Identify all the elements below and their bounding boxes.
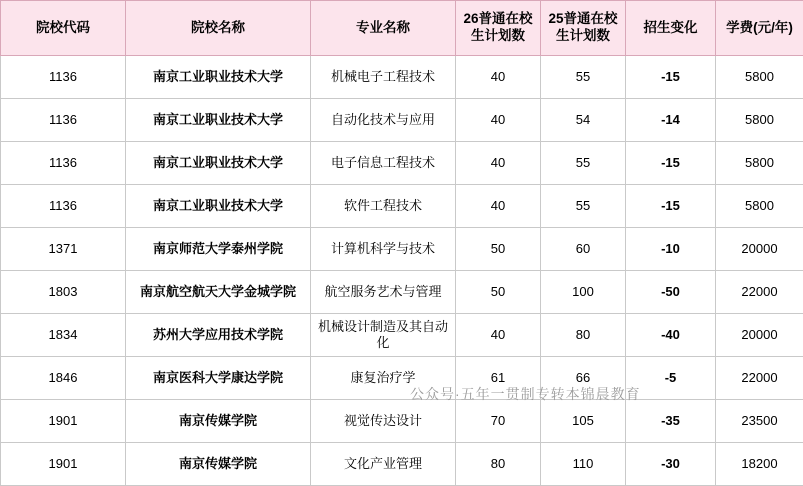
cell-code: 1136	[1, 56, 126, 99]
cell-code: 1136	[1, 99, 126, 142]
cell-code: 1136	[1, 185, 126, 228]
column-header-fee: 学费(元/年)	[716, 1, 803, 56]
cell-change: -10	[626, 228, 716, 271]
column-header-major: 专业名称	[311, 1, 456, 56]
cell-major: 计算机科学与技术	[311, 228, 456, 271]
column-header-change: 招生变化	[626, 1, 716, 56]
cell-plan-2026: 40	[456, 185, 541, 228]
cell-school: 南京师范大学泰州学院	[126, 228, 311, 271]
cell-change: -14	[626, 99, 716, 142]
cell-school: 南京工业职业技术大学	[126, 99, 311, 142]
cell-plan-2026: 40	[456, 142, 541, 185]
column-header-plan-2025: 25普通在校生计划数	[541, 1, 626, 56]
table-row	[1, 56, 803, 99]
cell-plan-2025: 60	[541, 228, 626, 271]
cell-major: 电子信息工程技术	[311, 142, 456, 185]
cell-change: -5	[626, 357, 716, 400]
cell-fee: 22000	[716, 357, 803, 400]
table-row	[1, 99, 803, 142]
cell-fee: 5800	[716, 185, 803, 228]
cell-plan-2025: 100	[541, 271, 626, 314]
column-header-code: 院校代码	[1, 1, 126, 56]
cell-plan-2026: 80	[456, 443, 541, 486]
table-header-row	[1, 1, 803, 56]
cell-fee: 5800	[716, 56, 803, 99]
table-row	[1, 228, 803, 271]
cell-plan-2026: 70	[456, 400, 541, 443]
cell-code: 1846	[1, 357, 126, 400]
cell-code: 1136	[1, 142, 126, 185]
column-header-plan-2026: 26普通在校生计划数	[456, 1, 541, 56]
cell-school: 南京工业职业技术大学	[126, 56, 311, 99]
cell-code: 1901	[1, 400, 126, 443]
cell-plan-2025: 55	[541, 142, 626, 185]
cell-code: 1834	[1, 314, 126, 357]
cell-school: 南京工业职业技术大学	[126, 185, 311, 228]
cell-code: 1803	[1, 271, 126, 314]
cell-fee: 5800	[716, 142, 803, 185]
watermark: 公众号·五年一贯制专转本锦晨教育	[410, 384, 641, 404]
cell-fee: 22000	[716, 271, 803, 314]
cell-plan-2025: 54	[541, 99, 626, 142]
cell-major: 康复治疗学	[311, 357, 456, 400]
cell-plan-2025: 66	[541, 357, 626, 400]
cell-change: -15	[626, 56, 716, 99]
cell-school: 南京医科大学康达学院	[126, 357, 311, 400]
cell-plan-2025: 110	[541, 443, 626, 486]
table-row	[1, 314, 803, 357]
table-body	[1, 56, 803, 486]
table-row	[1, 400, 803, 443]
cell-major: 机械设计制造及其自动化	[311, 314, 456, 357]
cell-major: 自动化技术与应用	[311, 99, 456, 142]
cell-school: 南京传媒学院	[126, 400, 311, 443]
cell-change: -40	[626, 314, 716, 357]
cell-plan-2026: 40	[456, 56, 541, 99]
cell-plan-2026: 61	[456, 357, 541, 400]
cell-fee: 5800	[716, 99, 803, 142]
cell-code: 1901	[1, 443, 126, 486]
table-row	[1, 357, 803, 400]
cell-major: 航空服务艺术与管理	[311, 271, 456, 314]
cell-plan-2026: 40	[456, 99, 541, 142]
cell-major: 视觉传达设计	[311, 400, 456, 443]
cell-fee: 18200	[716, 443, 803, 486]
cell-code: 1371	[1, 228, 126, 271]
table-row	[1, 443, 803, 486]
cell-major: 软件工程技术	[311, 185, 456, 228]
cell-major: 机械电子工程技术	[311, 56, 456, 99]
cell-fee: 20000	[716, 228, 803, 271]
cell-plan-2026: 50	[456, 271, 541, 314]
cell-school: 南京传媒学院	[126, 443, 311, 486]
table-row	[1, 142, 803, 185]
cell-plan-2026: 40	[456, 314, 541, 357]
column-header-school: 院校名称	[126, 1, 311, 56]
cell-change: -15	[626, 185, 716, 228]
cell-plan-2025: 55	[541, 56, 626, 99]
cell-fee: 20000	[716, 314, 803, 357]
cell-school: 南京航空航天大学金城学院	[126, 271, 311, 314]
cell-plan-2025: 55	[541, 185, 626, 228]
cell-change: -35	[626, 400, 716, 443]
cell-change: -30	[626, 443, 716, 486]
cell-change: -50	[626, 271, 716, 314]
cell-plan-2025: 80	[541, 314, 626, 357]
table-row	[1, 271, 803, 314]
table-row	[1, 185, 803, 228]
cell-fee: 23500	[716, 400, 803, 443]
cell-plan-2025: 105	[541, 400, 626, 443]
cell-school: 苏州大学应用技术学院	[126, 314, 311, 357]
cell-school: 南京工业职业技术大学	[126, 142, 311, 185]
cell-major: 文化产业管理	[311, 443, 456, 486]
cell-change: -15	[626, 142, 716, 185]
cell-plan-2026: 50	[456, 228, 541, 271]
